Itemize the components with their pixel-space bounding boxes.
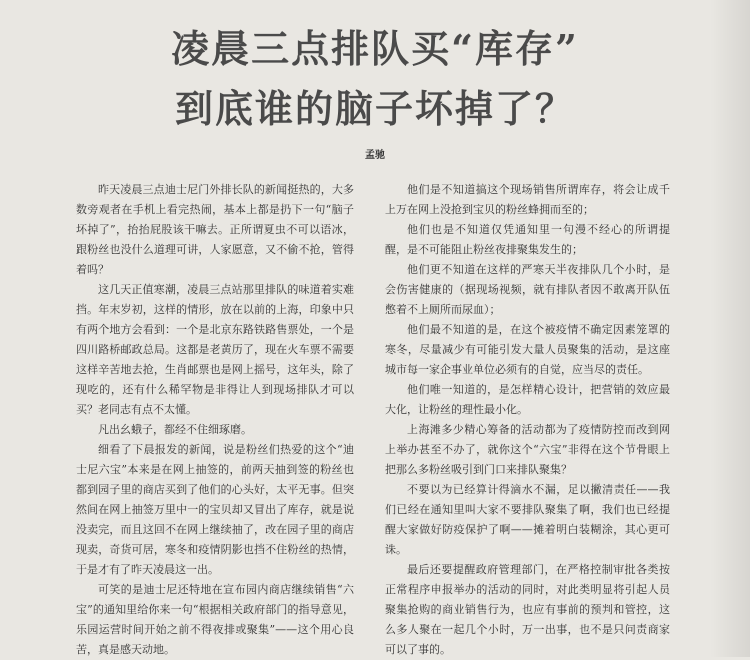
- left-column: [76, 180, 354, 660]
- paragraph: 他们最不知道的是，在这个被疫情不确定因素笼罩的寒冬，尽量减少有可能引发大量人员聚集的活动，是这座城市每一家企事业单位必须有的自觉，应当尽的责任。: [385, 323, 670, 376]
- paragraph: 他们也是不知道仅凭通知里一句漫不经心的所谓提醒，是不可能阻止粉丝夜排聚集发生的；: [385, 223, 670, 256]
- headline-line-1: 凌晨三点排队买“库存”: [171, 26, 579, 71]
- paragraph: 他们唯一知道的，是怎样精心设计，把营销的效应最大化，让粉丝的理性最小化。: [385, 383, 670, 416]
- author-byline: 孟驰: [365, 150, 385, 161]
- paragraph: 可笑的是迪士尼还特地在宣布园内商店继续销售“六宝”的通知里给你来一句“根据相关政府部门的指导意见，乐园运营时间开始之前不得夜排或聚集”——这个用心良苦，真是感天动地。: [76, 583, 354, 656]
- paragraph: 最后还要提醒政府管理部门，在严格控制审批各类按正常程序申报举办的活动的同时，对此类明显将引起人员聚集抢购的商业销售行为，也应有事前的预判和管控，这么多人聚在一起几个小时，万一出事，也不是只问责商家可以了事的。: [385, 563, 670, 656]
- headline-line-2: 到底谁的脑子坏掉了？: [174, 86, 575, 131]
- paragraph: 他们是不知道搞这个现场销售所谓库存，将会让成千上万在网上没抢到宝贝的粉丝蜂拥而至的；: [385, 183, 670, 216]
- page-edge-shadow: [710, 0, 750, 657]
- paragraph: 昨天凌晨三点迪士尼门外排长队的新闻挺热的，大多数旁观者在手机上看完热闹，基本上都是扔下一句“脑子坏掉了”，抬抬屁股该干嘛去。正所谓夏虫不可以语冰，跟粉丝也没什么道理可讲，人家愿意，又不偷不抢，管得着吗？: [76, 183, 354, 276]
- paragraph: 上海滩多少精心筹备的活动都为了疫情防控而改到网上举办甚至不办了，就你这个“六宝”非得在这个节骨眼上把那么多粉丝吸引到门口来排队聚集？: [385, 423, 670, 476]
- paragraph: 这几天正值寒潮，凌晨三点站那里排队的味道着实难挡。年末岁初，这样的情形，放在以前的上海，印象中只有两个地方会看到：一个是北京东路铁路售票处，一个是四川路桥邮政总局。这都是老黄历了，现在火车票不需要这样辛苦地去抢，生肖邮票也是网上摇号，这年头，除了现吃的，还有什么稀罕物是非得让人到现场排队才可以买？老同志有点不太懂。: [76, 283, 354, 416]
- right-column: [385, 180, 670, 660]
- paragraph: 他们更不知道在这样的严寒天半夜排队几个小时，是会伤害健康的（据现场视频，就有排队者因不敢离开队伍憋着不上厕所而尿血）；: [385, 263, 670, 316]
- paragraph: 凡出幺蛾子，都经不住细琢磨。: [98, 423, 252, 436]
- paragraph: 细看了下晨报发的新闻，说是粉丝们热爱的这个“迪士尼六宝”本来是在网上抽签的，前两天抽到签的粉丝也都到园子里的商店买到了他们的心头好，太平无事。但突然间在网上抽签万里中一的宝贝却又冒出了库存，就是说没卖完，而且这回不在网上继续抽了，改在园子里的商店现卖，奇货可居，寒冬和疫情阴影也挡不住粉丝的热情，于是才有了昨天凌晨这一出。: [76, 443, 354, 576]
- paragraph: 不要以为已经算计得滴水不漏，足以撇清责任——我们已经在通知里叫大家不要排队聚集了啊，我们也已经提醒大家做好防疫保护了啊——摊着明白装糊涂，其心更可诛。: [385, 483, 670, 556]
